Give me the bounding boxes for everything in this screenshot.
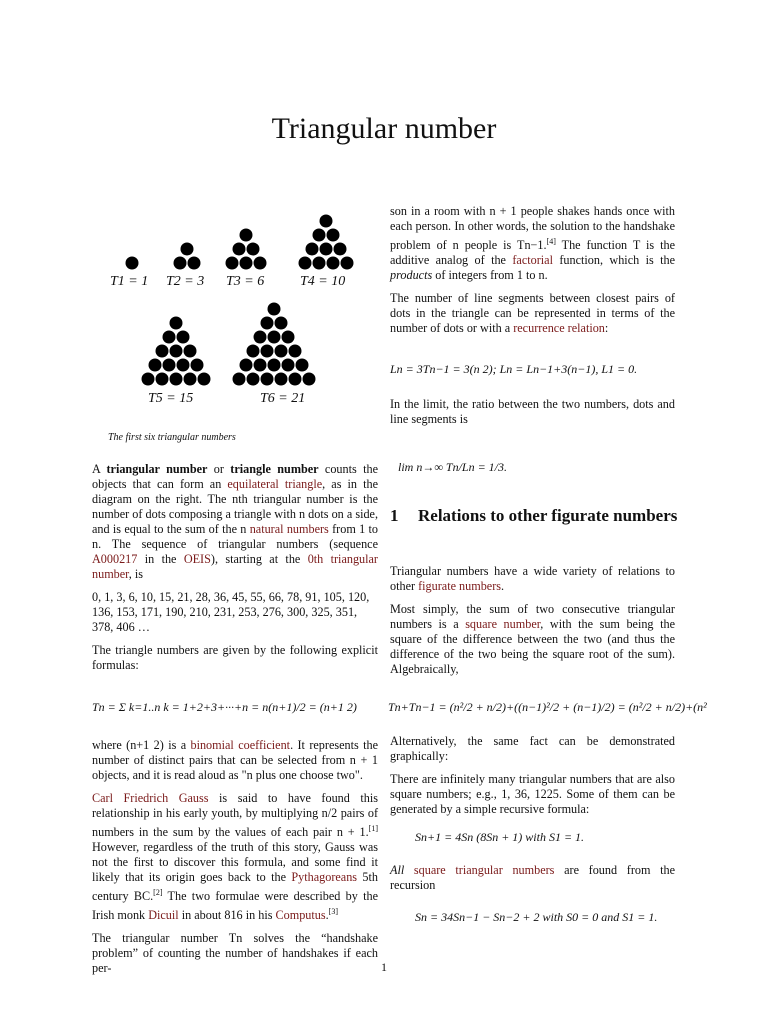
equation-limit: lim n→∞ Tn/Ln = 1/3. [398, 460, 508, 474]
formulas-intro: The triangle numbers are given by the following explicit formulas: [92, 643, 378, 672]
left-column-top [92, 462, 378, 681]
label-t4: T4 = 10 [300, 274, 346, 289]
equation-recursion: Sn = 34Sn−1 − Sn−2 + 2 with S0 = 0 and S1 = 1. [415, 910, 658, 924]
link-computus[interactable]: Computus [275, 908, 326, 923]
triangular-dots-figure [100, 205, 370, 425]
link-square-number[interactable]: square number [465, 617, 541, 631]
ref-4[interactable]: [4] [546, 237, 556, 246]
link-a000217[interactable]: A000217 [92, 552, 138, 566]
ref-1[interactable]: [1] [368, 824, 378, 833]
left-column-bottom [92, 738, 378, 984]
intro-paragraph: A triangular number or triangle number counts the objects that can form an equilateral triangle, as in the diagram on the right. The nth triangular number is the number of dots composing a triangle with n dots on a side, and is equal to the sum of the n natural numbers from 1 to n. The sequence of triangular numbers (sequence A000217 in the OEIS), starting at the 0th triangular number, is [92, 462, 378, 581]
link-recurrence-relation[interactable]: recurrence relation [513, 321, 605, 336]
segments-paragraph: The number of line segments between closest pairs of dots in the triangle can be represented in terms of the number of dots or with a recurrence relation: [390, 291, 675, 336]
right-column-relations [390, 564, 675, 685]
link-dicuil[interactable]: Dicuil [148, 908, 179, 923]
term-triangle-number: triangle number [230, 462, 319, 476]
binomial-paragraph: where (n+1 2) is a binomial coefficient. It represents the number of distinct pairs that can be selected from n + 1 objects, and it is read aloud as "n plus one choose two". [92, 738, 378, 782]
link-pythagoreans[interactable]: Pythagoreans [291, 870, 358, 885]
label-t6: T6 = 21 [260, 391, 306, 406]
graphical-paragraph: Alternatively, the same fact can be demonstrated graphically: [390, 734, 675, 763]
link-figurate-numbers[interactable]: figurate numbers [418, 579, 502, 593]
link-gauss[interactable]: Carl Friedrich Gauss [92, 791, 209, 805]
link-binomial-coefficient[interactable]: binomial coefficient [190, 738, 291, 752]
link-square-triangular-numbers[interactable]: square triangular numbers [413, 863, 555, 877]
label-t3: T3 = 6 [226, 274, 265, 289]
label-t2: T2 = 3 [166, 274, 205, 289]
handshake-continuation: son in a room with n + 1 people shakes hands once with each person. In other words, the solution to the handshake problem of n people is Tn−1.[4] The function T is the additive analog of the factorial function, which is the products of integers from 1 to n. [390, 204, 675, 283]
page-number: 1 [381, 960, 387, 974]
link-equilateral-triangle[interactable]: equilateral triangle [227, 477, 323, 491]
link-oeis[interactable]: OEIS [183, 552, 211, 566]
all-square-paragraph: All square triangular numbers are found from the recursion [390, 863, 676, 892]
section-heading: 1 Relations to other figurate numbers [390, 506, 678, 525]
link-natural-numbers[interactable]: natural numbers [249, 522, 329, 536]
equation-consecutive-sum: Tn+Tn−1 = (n²/2 + n/2)+((n−1)²/2 + (n−1)/2) = (n²/2 + n/2)+(n² [388, 700, 707, 714]
link-0th-triangular-number[interactable]: 0th triangular number [92, 552, 378, 581]
sum-paragraph: Most simply, the sum of two consecutive triangular numbers is a square number, with the sum being the square of the difference between the two (and thus the difference of the two being the square root of the sum). Algebraically, [390, 602, 675, 676]
figure-caption: The first six triangular numbers [108, 432, 236, 443]
equation-recursive-square: Sn+1 = 4Sn (8Sn + 1) with S1 = 1. [415, 830, 585, 844]
gauss-paragraph: Carl Friedrich Gauss is said to have found this relationship in his early youth, by multiplying n/2 pairs of numbers in the sum by the values of each pair n + 1.[1] However, regardless of the truth of this story, Gauss was not the first to discover this formula, and some find it likely that its origin goes back to the Pythagoreans 5th century BC.[2] The two formulae were described by the Irish monk Dicuil in about 816 in his Computus.[3] [92, 791, 378, 923]
page-title: Triangular number [271, 112, 497, 145]
label-t5: T5 = 15 [148, 391, 194, 406]
link-factorial[interactable]: factorial [512, 253, 553, 268]
equation-line-segments: Ln = 3Tn−1 = 3(n 2); Ln = Ln−1+3(n−1), L1 = 0. [390, 362, 638, 376]
term-triangular-number: triangular number [106, 462, 208, 476]
right-column-bottom [390, 734, 675, 825]
handshake-paragraph: The triangular number Tn solves the “handshake problem” of counting the number of handshakes if each per- [92, 931, 378, 976]
equation-triangular-formula: Tn = Σ k=1..n k = 1+2+3+···+n = n(n+1)/2 = (n+1 2) [92, 700, 357, 714]
square-triangular-paragraph: There are infinitely many triangular numbers that are also square numbers; e.g., 1, 36, 1225. Some of them can be generated by a simple recursive formula: [390, 772, 675, 816]
sequence-list: 0, 1, 3, 6, 10, 15, 21, 28, 36, 45, 55, 66, 78, 91, 105, 120, 136, 153, 171, 190, 210, 231, 253, 276, 300, 325, 351, 378, 406 … [92, 590, 370, 634]
right-column-top [390, 204, 675, 344]
limit-paragraph: In the limit, the ratio between the two numbers, dots and line segments is [390, 397, 675, 426]
label-t1: T1 = 1 [110, 274, 149, 289]
relations-paragraph: Triangular numbers have a wide variety of relations to other figurate numbers. [390, 564, 675, 593]
ref-3[interactable]: [3] [328, 907, 338, 917]
ref-2[interactable]: [2] [153, 888, 163, 898]
